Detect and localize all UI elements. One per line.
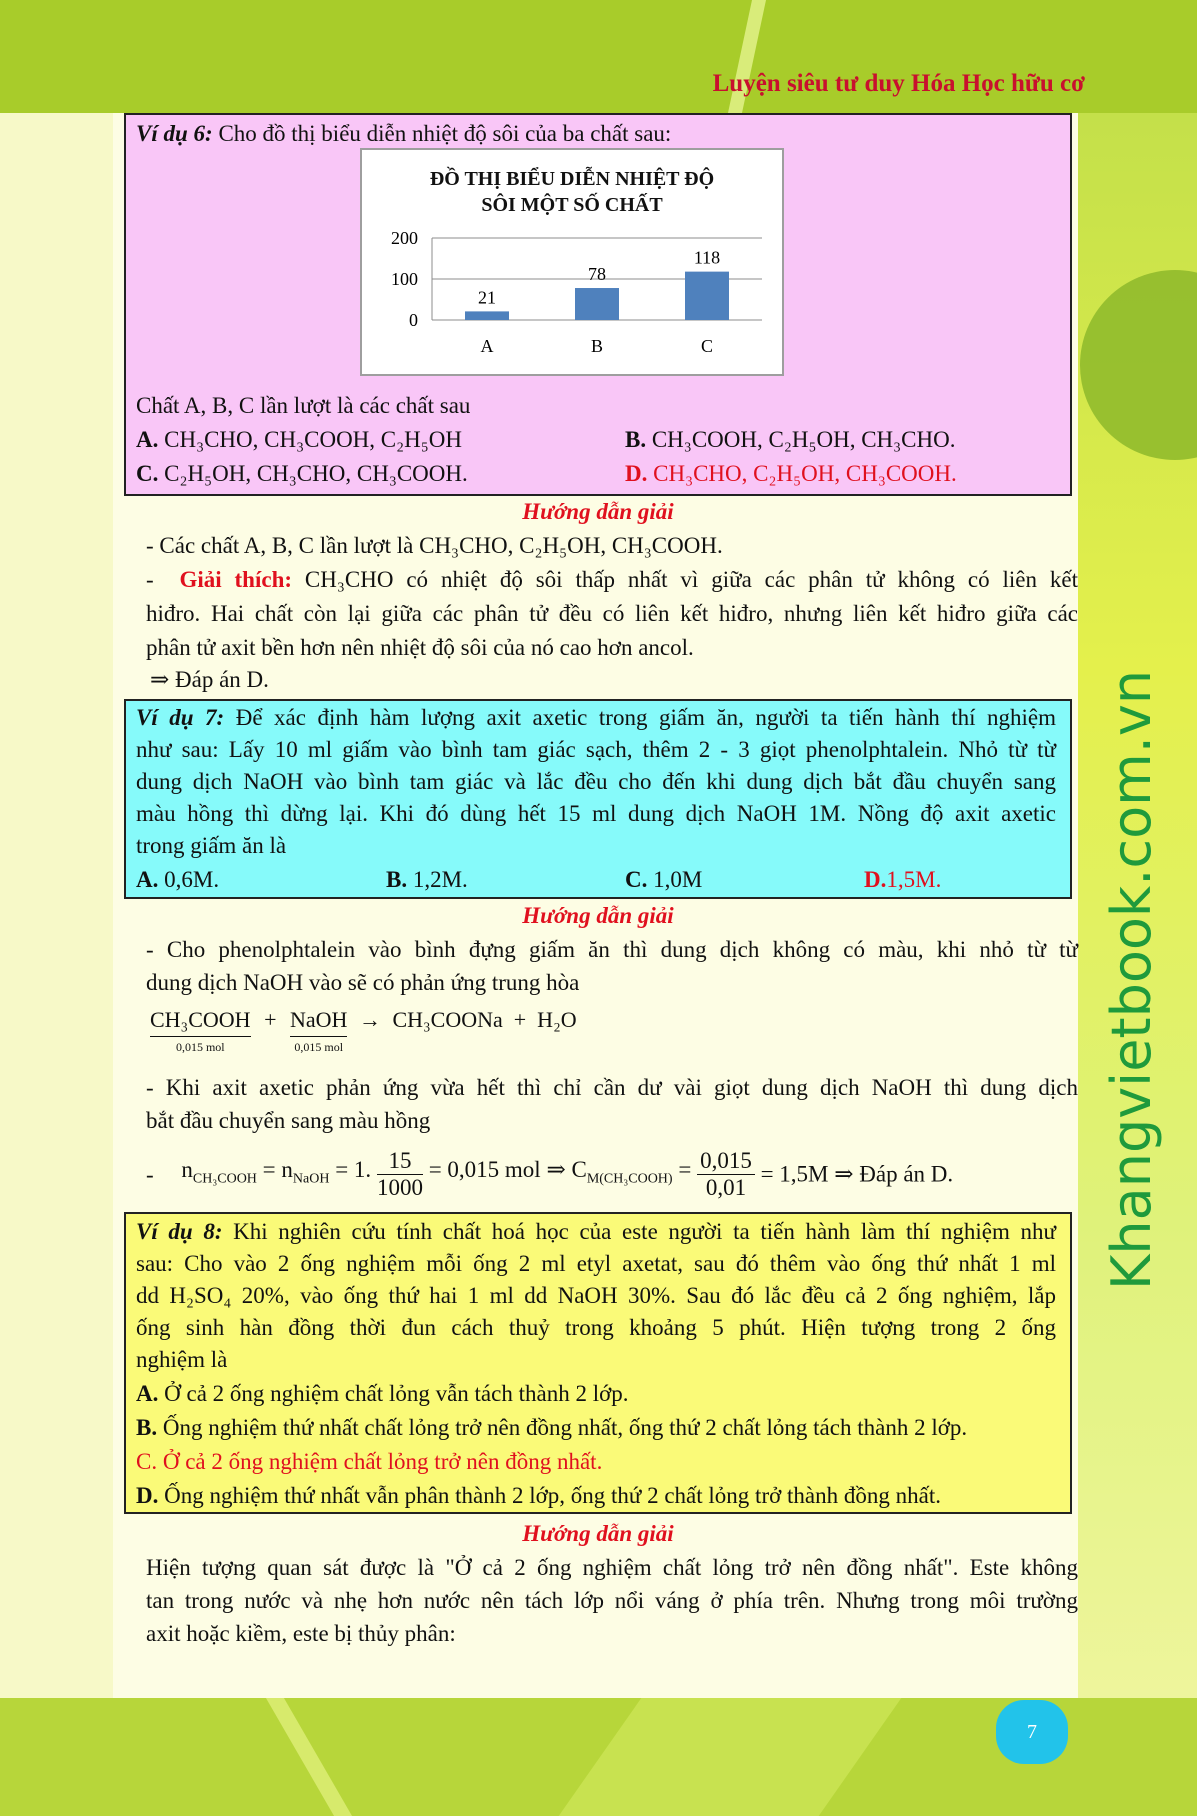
option-text: CH₃COOH, C₂H₅OH, CH₃CHO. [651,427,956,452]
option-text: Ở cả 2 ống nghiệm chất lỏng vẫn tách thành 2 lớp. [164,1381,629,1406]
example-6-label: Ví dụ 6: [136,121,213,146]
example-8-option-c-correct [136,1446,602,1478]
option-key: A. [136,427,159,452]
calc-text: = n [256,1156,293,1182]
option-text: 1,0M [653,867,703,892]
chart-plot [362,150,782,374]
data-label: 21 [478,287,496,308]
explain-text-1: CH₃CHO có nhiệt độ sôi thấp nhất vì giữa các phân tử không có liên kết [304,567,1078,592]
option-key: D. [864,867,887,892]
option-key: B. [625,427,647,452]
option-text: CH₃CHO, C₂H₅OH, CH₃COOH. [653,461,957,486]
option-text: Ống nghiệm thứ nhất chất lỏng trở nên đồng nhất, ống thứ 2 chất lỏng tách thành 2 lớp. [162,1415,968,1440]
example-7-option-a [136,864,219,896]
solution-7-p1-b: dung dịch NaOH vào sẽ có phản ứng trung hòa [146,970,580,995]
solution-8-line-3: axit hoặc kiềm, este bị thủy phân: [146,1621,456,1646]
calc-subscript: CH₃COOH [192,1171,257,1187]
option-text: 1,5M. [886,867,942,892]
data-label: 118 [693,247,721,268]
example-8-line-4: ống sinh hàn đồng thời đun cách thuỷ trong khoảng 5 phút. Hiện tượng trong 2 ống [136,1315,1056,1340]
calc-subscript: M(CH₃COOH) [586,1171,673,1187]
calc-part-1 [181,1156,372,1187]
reactant-moles: 0,015 mol [294,1040,344,1054]
example-6-option-c [136,458,468,490]
chart-title-line-1: ĐỒ THỊ BIỂU DIỄN NHIỆT ĐỘ [429,168,715,190]
reactant-formula: CH₃COOH [150,1004,251,1037]
example-8-line-1 [136,1216,1056,1248]
solution-6-answer: ⇒ Đáp án D. [150,667,269,692]
calc-text: = 0,015 mol ⇒ C [428,1156,587,1182]
option-text: CH₃CHO, CH₃COOH, C₂H₅OH [164,427,463,452]
fraction-0015-over-001 [697,1148,755,1201]
example-6-intro-text: Cho đồ thị biểu diễn nhiệt độ sôi của ba chất sau: [218,121,672,146]
example-7-line-3: dung dịch NaOH vào bình tam giác và lắc đều cho đến khi dung dịch bắt đầu chuyển sang [136,769,1056,794]
option-key: A. [136,867,159,892]
example-6-intro [136,118,671,150]
x-tick-label: C [700,336,714,356]
option-text: Ống nghiệm thứ nhất vẫn phân thành 2 lớp, ống thứ 2 chất lỏng trở thành đồng nhất. [164,1483,941,1508]
solution-7-p2-b: bắt đầu chuyển sang màu hồng [146,1108,431,1133]
option-text: 0,6M. [164,867,220,892]
plus-sign: + [264,1007,277,1032]
example-8-line-5: nghiệm là [136,1347,228,1372]
reactant-acetic-acid [150,1004,251,1057]
example-7-option-b [386,864,468,896]
calc-result: = 1,5M ⇒ Đáp án D. [760,1161,954,1187]
solution-6-line-1: - Các chất A, B, C lần lượt là CH₃CHO, C₂H₅OH, CH₃COOH. [146,533,723,558]
example-6-question: Chất A, B, C lần lượt là các chất sau [136,393,471,418]
calc-symbol: n [181,1156,193,1182]
example-7-line-5: trong giấm ăn là [136,833,287,858]
example-7-option-d-correct [864,864,941,896]
option-key: A. [136,1381,159,1406]
example-8-text: Khi nghiên cứu tính chất hoá học của este người ta tiến hành làm thí nghiệm như [233,1219,1056,1244]
fraction-15-over-1000 [377,1148,423,1201]
neutralization-equation [150,1004,577,1057]
boiling-point-chart [360,148,784,376]
option-key: D. [136,1483,159,1508]
bar-A [465,311,509,320]
example-7-label: Ví dụ 7: [136,705,225,730]
numerator: 0,015 [697,1148,755,1175]
publisher-watermark: Khangvietbook.com.vn [1100,669,1163,1290]
option-key: D. [625,461,648,486]
option-key: B. [386,867,408,892]
solution-7-p1-a: - Cho phenolphtalein vào bình đựng giấm ăn thì dung dịch không có màu, khi nhỏ từ từ [146,937,1078,962]
numerator: 15 [377,1148,423,1175]
reaction-products: CH₃COONa + H₂O [392,1007,577,1032]
example-7-line-2: như sau: Lấy 10 ml giấm vào bình tam giác sạch, thêm 2 - 3 giọt phenolphtalein. Nhỏ từ từ [136,737,1056,762]
y-tick-label: 0 [409,310,418,330]
example-7-text: Để xác định hàm lượng axit axetic trong giấm ăn, người ta tiến hành thí nghiệm [235,705,1057,730]
option-text: 1,2M. [412,867,468,892]
y-tick-label: 100 [391,269,418,289]
solution-6-explain-1: - Giải thích: CH₃CHO có nhiệt độ sôi thấp nhất vì giữa các phân tử không có liên kết [146,567,1078,592]
option-key: B. [136,1415,158,1440]
example-8-option-d [136,1480,941,1512]
reaction-arrow: → [358,1007,381,1032]
option-key: C. [136,1449,158,1474]
solution-6-explain-3: phân tử axit bền hơn nên nhiệt độ sôi của nó cao hơn ancol. [146,635,694,660]
example-8-option-b [136,1412,967,1444]
example-8-label: Ví dụ 8: [136,1219,223,1244]
x-tick-label: B [590,336,604,356]
explain-label: Giải thích: [179,567,293,592]
book-title: Luyện siêu tư duy Hóa Học hữu cơ [712,70,1085,97]
calc-dash: - [146,1161,154,1187]
example-6-option-a [136,424,462,456]
example-7-line-1 [136,702,1056,734]
solution-8-line-1: Hiện tượng quan sát được là "Ở cả 2 ống nghiệm chất lỏng trở nên đồng nhất". Este không [146,1555,1078,1580]
x-tick-label: A [480,336,494,356]
example-6-option-b [625,424,955,456]
concentration-calculation [146,1148,953,1201]
example-7-line-4: màu hồng thì dừng lại. Khi đó dùng hết 15 ml dung dịch NaOH 1M. Nồng độ axit axetic [136,801,1056,826]
reactant-formula: NaOH [290,1004,347,1037]
chart-title-line-2: SÔI MỘT SỐ CHẤT [481,194,663,216]
calc-part-2 [428,1156,698,1187]
data-label: 78 [588,264,606,285]
denominator: 1000 [376,1175,423,1200]
example-8-line-3: dd H₂SO₄ 20%, vào ống thứ hai 1 ml dd NaOH 30%. Sau đó lắc đều cả 2 ống nghiệm, lắp [136,1283,1056,1308]
bar-C [685,272,729,320]
solution-7-heading: Hướng dẫn giải [522,903,674,928]
solution-6-heading: Hướng dẫn giải [522,499,674,524]
solution-7-p2-a: - Khi axit axetic phản ứng vừa hết thì chỉ cần dư vài giọt dung dịch NaOH thì dung dịch [146,1075,1078,1100]
bar-B [575,288,619,320]
page-number: 7 [996,1700,1068,1764]
option-text: Ở cả 2 ống nghiệm chất lỏng trở nên đồng nhất. [162,1449,603,1474]
example-8-line-2: sau: Cho vào 2 ống nghiệm mỗi ống 2 ml etyl axetat, sau đó thêm vào ống thứ nhất 1 ml [136,1251,1056,1276]
reactant-moles: 0,015 mol [175,1040,225,1054]
calc-text: = 1. [329,1156,372,1182]
calc-subscript: NaOH [292,1171,330,1187]
solution-6-explain-2: hiđro. Hai chất còn lại giữa các phân tử đều có liên kết hiđro, nhưng liên kết hiđro giữa các [146,601,1078,626]
example-8-option-a [136,1378,629,1410]
reactant-naoh [290,1004,347,1057]
solution-8-line-2: tan trong nước và nhẹ hơn nước nên tách lớp nổi váng ở phía trên. Nhưng trong môi trường [146,1588,1078,1613]
solution-8-heading: Hướng dẫn giải [522,1521,674,1546]
option-key: C. [625,867,648,892]
y-tick-label: 200 [391,228,418,248]
example-6-option-d-correct [625,458,957,490]
option-key: C. [136,461,159,486]
option-text: C₂H₅OH, CH₃CHO, CH₃COOH. [164,461,468,486]
denominator: 0,01 [705,1175,747,1200]
calc-text: = [672,1156,698,1182]
example-7-option-c [625,864,702,896]
